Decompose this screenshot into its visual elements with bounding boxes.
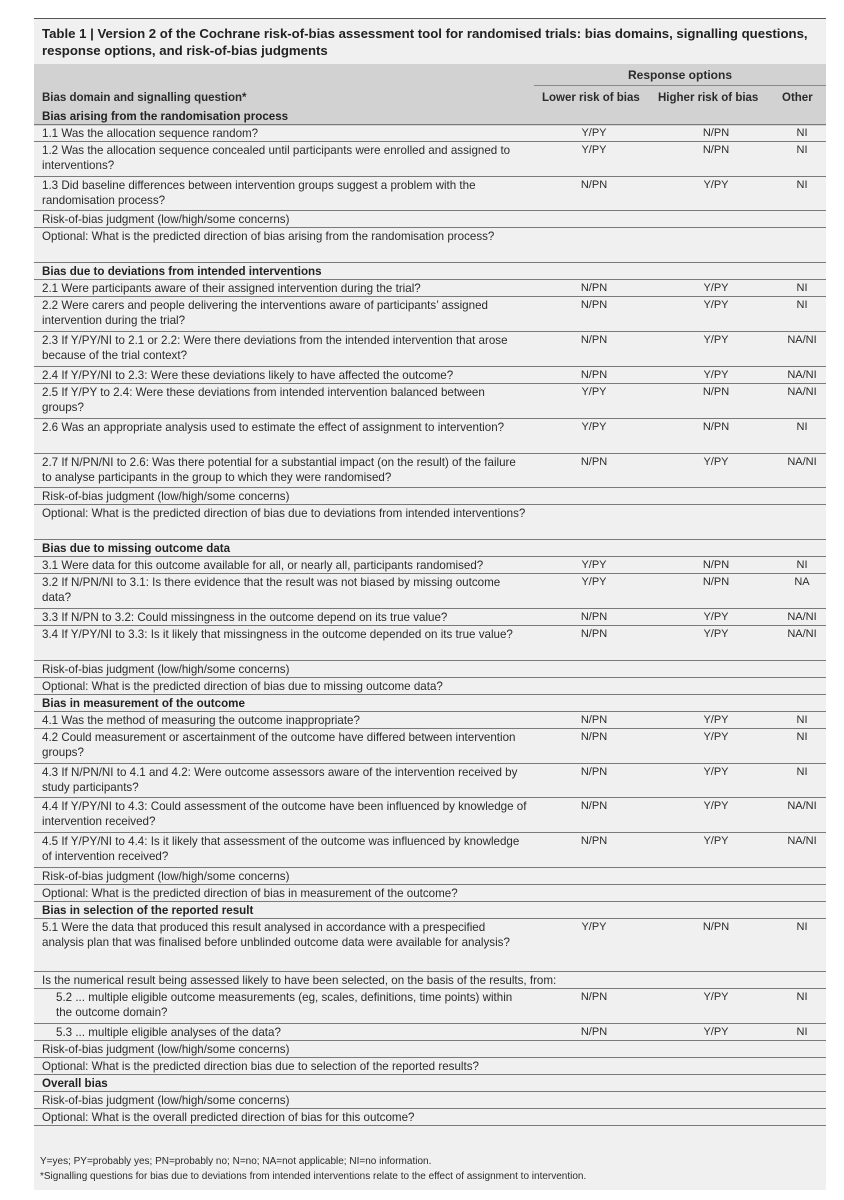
higher-risk-cell: Y/PY xyxy=(703,611,729,623)
higher-risk-cell: Y/PY xyxy=(703,299,729,311)
response-options-header: Response options xyxy=(627,68,732,82)
other-cell: NA xyxy=(794,576,810,588)
other-cell: NI xyxy=(796,299,808,311)
question-text: Risk-of-bias judgment (low/high/some concerns) xyxy=(42,490,290,503)
question-text: 3.3 If N/PN to 3.2: Could missingness in the outcome depend on its true value? xyxy=(42,611,448,624)
footnotes xyxy=(34,1154,826,1184)
question-text: Optional: What is the predicted direction of bias due to missing outcome data? xyxy=(42,680,443,693)
other-cell: NI xyxy=(796,282,808,294)
question-text: 2.4 If Y/PY/NI to 2.3: Were these deviations likely to have affected the outcome? xyxy=(42,369,454,382)
question-text: 2.6 Was an appropriate analysis used to estimate the effect of assignment to intervention? xyxy=(42,421,505,434)
section-heading: Bias due to deviations from intended interventions xyxy=(42,265,322,278)
table-page xyxy=(34,18,826,1190)
question-text: Optional: What is the predicted direction of bias arising from the randomisation process? xyxy=(42,230,495,243)
lower-risk-cell: Y/PY xyxy=(581,144,607,156)
table-row xyxy=(34,419,826,454)
footnote-abbreviations: Y=yes; PY=probably yes; PN=probably no; N=no; NA=not applicable; NI=no information. xyxy=(40,1156,432,1167)
lower-risk-cell: Y/PY xyxy=(581,921,607,933)
question-text: 5.2 ... multiple eligible outcome measurements (eg, scales, definitions, time points) within the outcome domain? xyxy=(56,991,513,1019)
table-row xyxy=(34,972,826,989)
lower-risk-cell: N/PN xyxy=(580,299,608,311)
other-cell: NI xyxy=(796,991,808,1003)
question-text: Optional: What is the overall predicted direction of bias for this outcome? xyxy=(42,1111,415,1124)
section-row xyxy=(34,1075,826,1092)
other-cell: NA/NI xyxy=(787,386,817,398)
question-text: 2.5 If Y/PY to 2.4: Were these deviations from intended intervention balanced between groups? xyxy=(42,386,485,414)
higher-risk-cell: Y/PY xyxy=(703,282,729,294)
other-cell: NA/NI xyxy=(787,334,817,346)
table-row xyxy=(34,211,826,228)
higher-risk-cell: Y/PY xyxy=(703,714,729,726)
question-text: 3.1 Were data for this outcome available for all, or nearly all, participants randomised? xyxy=(42,559,484,572)
other-cell: NI xyxy=(796,921,808,933)
lower-risk-cell: N/PN xyxy=(580,611,608,623)
question-text: 3.4 If Y/PY/NI to 3.3: Is it likely that missingness in the outcome depended on its true value? xyxy=(42,628,513,641)
table-row xyxy=(34,764,826,798)
table-row xyxy=(34,142,826,177)
question-text: Optional: What is the predicted direction of bias in measurement of the outcome? xyxy=(42,887,458,900)
other-cell: NI xyxy=(796,1026,808,1038)
table-row xyxy=(34,919,826,972)
question-text: 1.2 Was the allocation sequence concealed until participants were enrolled and assigned to interventions? xyxy=(42,144,511,172)
other-cell: NI xyxy=(796,179,808,191)
question-text: Optional: What is the predicted direction of bias due to deviations from intended interventions? xyxy=(42,507,526,520)
question-text: 4.5 If Y/PY/NI to 4.4: Is it likely that assessment of the outcome was influenced by knowledge of intervention received? xyxy=(42,835,520,863)
table-row xyxy=(34,505,826,540)
table-row xyxy=(34,574,826,609)
question-text: 1.1 Was the allocation sequence random? xyxy=(42,127,259,140)
other-cell: NI xyxy=(796,144,808,156)
lower-risk-cell: Y/PY xyxy=(581,559,607,571)
lower-risk-cell: N/PN xyxy=(580,334,608,346)
table-row xyxy=(34,868,826,885)
section-row xyxy=(34,263,826,280)
other-cell: NI xyxy=(796,559,808,571)
table-row xyxy=(34,280,826,297)
table-row xyxy=(34,729,826,764)
question-text: Optional: What is the predicted direction bias due to selection of the reported results? xyxy=(42,1060,479,1073)
table-row xyxy=(34,833,826,868)
question-text: 4.4 If Y/PY/NI to 4.3: Could assessment of the outcome have been influenced by knowledge of intervention received? xyxy=(42,800,527,828)
other-cell: NI xyxy=(796,714,808,726)
question-text: 2.3 If Y/PY/NI to 2.1 or 2.2: Were there deviations from the intended intervention that arose because of the trial context? xyxy=(42,334,508,362)
lower-risk-cell: Y/PY xyxy=(581,421,607,433)
question-text: 2.1 Were participants aware of their assigned intervention during the trial? xyxy=(42,282,421,295)
other-cell: NA/NI xyxy=(787,369,817,381)
lower-risk-cell: Y/PY xyxy=(581,127,607,139)
section-row xyxy=(34,108,826,125)
higher-risk-cell: Y/PY xyxy=(703,179,729,191)
column-header-lower-risk: Lower risk of bias xyxy=(542,92,640,104)
table-row xyxy=(34,367,826,384)
table-body xyxy=(34,108,826,1126)
question-text: 4.1 Was the method of measuring the outcome inappropriate? xyxy=(42,714,360,727)
other-cell: NA/NI xyxy=(787,628,817,640)
higher-risk-cell: N/PN xyxy=(702,421,730,433)
table-row xyxy=(34,609,826,626)
footnote-signalling: *Signalling questions for bias due to deviations from intended interventions relate to the effect of assignment to intervention. xyxy=(40,1171,587,1182)
higher-risk-cell: N/PN xyxy=(702,576,730,588)
higher-risk-cell: Y/PY xyxy=(703,628,729,640)
question-text: 5.3 ... multiple eligible analyses of the data? xyxy=(56,1026,281,1039)
question-text: Risk-of-bias judgment (low/high/some concerns) xyxy=(42,1043,290,1056)
higher-risk-cell: N/PN xyxy=(702,144,730,156)
table-row xyxy=(34,712,826,729)
section-row xyxy=(34,540,826,557)
higher-risk-cell: N/PN xyxy=(702,127,730,139)
table-row xyxy=(34,1041,826,1058)
column-header-question: Bias domain and signalling question* xyxy=(42,92,247,104)
other-cell: NI xyxy=(796,421,808,433)
lower-risk-cell: N/PN xyxy=(580,1026,608,1038)
other-cell: NI xyxy=(796,766,808,778)
table-title: Table 1 | Version 2 of the Cochrane risk-of-bias assessment tool for randomised trials: bias domains, signalling questions, response options, and risk-of-bias judgments xyxy=(34,18,826,59)
table-row xyxy=(34,661,826,678)
lower-risk-cell: Y/PY xyxy=(581,576,607,588)
table-row xyxy=(34,228,826,263)
higher-risk-cell: Y/PY xyxy=(703,456,729,468)
lower-risk-cell: N/PN xyxy=(580,835,608,847)
table-row xyxy=(34,332,826,367)
question-text: 5.1 Were the data that produced this result analysed in accordance with a prespecified analysis plan that was finalised before unblinded outcome data were available for analysis? xyxy=(42,921,510,949)
table-row xyxy=(34,678,826,695)
other-cell: NA/NI xyxy=(787,800,817,812)
table-row xyxy=(34,488,826,505)
lower-risk-cell: Y/PY xyxy=(581,386,607,398)
question-text: Risk-of-bias judgment (low/high/some concerns) xyxy=(42,1094,290,1107)
table-row xyxy=(34,297,826,332)
lower-risk-cell: N/PN xyxy=(580,714,608,726)
higher-risk-cell: N/PN xyxy=(702,559,730,571)
table-row xyxy=(34,454,826,488)
question-text: 2.7 If N/PN/NI to 2.6: Was there potential for a substantial impact (on the result) of the failure to analyse participants in the group to which they were randomised? xyxy=(42,456,516,484)
section-heading: Bias due to missing outcome data xyxy=(42,542,231,555)
higher-risk-cell: Y/PY xyxy=(703,1026,729,1038)
lower-risk-cell: N/PN xyxy=(580,731,608,743)
table-row xyxy=(34,626,826,661)
section-row xyxy=(34,695,826,712)
section-heading: Bias in measurement of the outcome xyxy=(42,697,245,710)
higher-risk-cell: N/PN xyxy=(702,921,730,933)
question-text: 3.2 If N/PN/NI to 3.1: Is there evidence that the result was not biased by missing outcome data? xyxy=(42,576,501,604)
table-row xyxy=(34,1092,826,1109)
table-row xyxy=(34,177,826,211)
lower-risk-cell: N/PN xyxy=(580,766,608,778)
header-divider xyxy=(534,85,826,86)
lower-risk-cell: N/PN xyxy=(580,282,608,294)
section-heading: Overall bias xyxy=(42,1077,108,1090)
table-row xyxy=(34,1109,826,1126)
column-header-higher-risk: Higher risk of bias xyxy=(658,92,759,104)
table-row xyxy=(34,557,826,574)
question-text: 4.3 If N/PN/NI to 4.1 and 4.2: Were outcome assessors aware of the intervention received by study participants? xyxy=(42,766,518,794)
question-text: Risk-of-bias judgment (low/high/some concerns) xyxy=(42,213,290,226)
section-heading: Bias arising from the randomisation process xyxy=(42,110,289,123)
table-row xyxy=(34,1058,826,1075)
higher-risk-cell: Y/PY xyxy=(703,369,729,381)
section-heading: Bias in selection of the reported result xyxy=(42,904,254,917)
table-row xyxy=(34,125,826,142)
table-row xyxy=(34,885,826,902)
lower-risk-cell: N/PN xyxy=(580,369,608,381)
question-text: Is the numerical result being assessed likely to have been selected, on the basis of the results, from: xyxy=(42,974,557,987)
lower-risk-cell: N/PN xyxy=(580,179,608,191)
question-text: 4.2 Could measurement or ascertainment of the outcome have differed between intervention groups? xyxy=(42,731,516,759)
column-header-other: Other xyxy=(782,92,813,104)
table-row xyxy=(34,798,826,833)
other-cell: NA/NI xyxy=(787,456,817,468)
question-text: 2.2 Were carers and people delivering the interventions aware of participants’ assigned intervention during the trial? xyxy=(42,299,488,327)
higher-risk-cell: Y/PY xyxy=(703,334,729,346)
table-row xyxy=(34,1024,826,1041)
higher-risk-cell: Y/PY xyxy=(703,800,729,812)
lower-risk-cell: N/PN xyxy=(580,456,608,468)
lower-risk-cell: N/PN xyxy=(580,800,608,812)
higher-risk-cell: Y/PY xyxy=(703,835,729,847)
other-cell: NA/NI xyxy=(787,611,817,623)
other-cell: NA/NI xyxy=(787,835,817,847)
lower-risk-cell: N/PN xyxy=(580,991,608,1003)
table-row xyxy=(34,989,826,1024)
higher-risk-cell: Y/PY xyxy=(703,731,729,743)
table-row xyxy=(34,384,826,419)
other-cell: NI xyxy=(796,127,808,139)
section-row xyxy=(34,902,826,919)
question-text: Risk-of-bias judgment (low/high/some concerns) xyxy=(42,663,290,676)
higher-risk-cell: N/PN xyxy=(702,386,730,398)
higher-risk-cell: Y/PY xyxy=(703,991,729,1003)
question-text: 1.3 Did baseline differences between intervention groups suggest a problem with the randomisation process? xyxy=(42,179,476,207)
question-text: Risk-of-bias judgment (low/high/some concerns) xyxy=(42,870,290,883)
other-cell: NI xyxy=(796,731,808,743)
higher-risk-cell: Y/PY xyxy=(703,766,729,778)
lower-risk-cell: N/PN xyxy=(580,628,608,640)
